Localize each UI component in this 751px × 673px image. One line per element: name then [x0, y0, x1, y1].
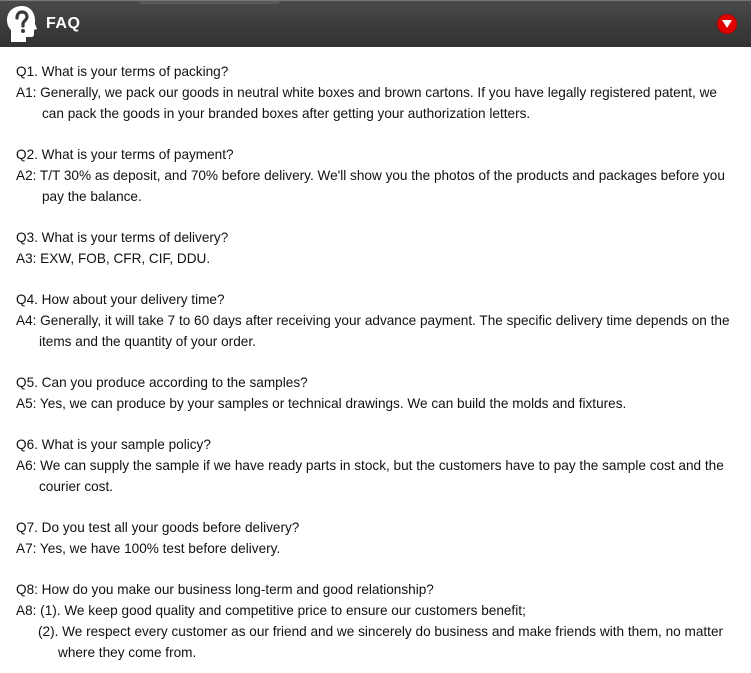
faq-item [16, 579, 751, 663]
faq-item [16, 372, 751, 414]
faq-answer: A7: Yes, we have 100% test before delivery. [16, 541, 281, 556]
header-notch [140, 1, 280, 4]
faq-list [0, 47, 751, 663]
faq-header [0, 0, 751, 47]
faq-question: Q1. What is your terms of packing? [16, 64, 229, 79]
collapse-toggle-button[interactable] [717, 14, 737, 34]
page-title: FAQ [46, 15, 81, 32]
faq-question: Q6. What is your sample policy? [16, 437, 211, 452]
faq-question: Q3. What is your terms of delivery? [16, 230, 229, 245]
faq-answer: A6: We can supply the sample if we have ready parts in stock, but the customers have to pay the sample cost and the courier cost. [16, 458, 724, 494]
faq-item [16, 289, 751, 352]
head-question-icon [4, 4, 41, 44]
faq-item [16, 61, 751, 124]
faq-item [16, 517, 751, 559]
faq-question: Q2. What is your terms of payment? [16, 147, 234, 162]
faq-question: Q8: How do you make our business long-term and good relationship? [16, 582, 434, 597]
faq-answer: A3: EXW, FOB, CFR, CIF, DDU. [16, 251, 211, 266]
faq-answer-continued: (2). We respect every customer as our friend and we sincerely do business and make friends with them, no matter where they come from. [38, 624, 724, 660]
faq-answer: A4: Generally, it will take 7 to 60 days after receiving your advance payment. The specific delivery time depends on the items and the quantity of your order. [16, 313, 730, 349]
faq-item [16, 144, 751, 207]
faq-answer: A5: Yes, we can produce by your samples or technical drawings. We can build the molds and fixtures. [16, 396, 627, 411]
faq-question: Q5. Can you produce according to the samples? [16, 375, 308, 390]
faq-item [16, 434, 751, 497]
faq-question: Q4. How about your delivery time? [16, 292, 225, 307]
faq-answer: A1: Generally, we pack our goods in neutral white boxes and brown cartons. If you have legally registered patent, we can pack the goods in your branded boxes after getting your authorization letters. [16, 85, 717, 121]
faq-answer: A8: (1). We keep good quality and competitive price to ensure our customers benefit; [16, 603, 526, 618]
faq-item [16, 227, 751, 269]
faq-answer: A2: T/T 30% as deposit, and 70% before delivery. We'll show you the photos of the products and packages before you pay the balance. [16, 168, 725, 204]
faq-question: Q7. Do you test all your goods before delivery? [16, 520, 300, 535]
chevron-down-icon [721, 19, 733, 29]
